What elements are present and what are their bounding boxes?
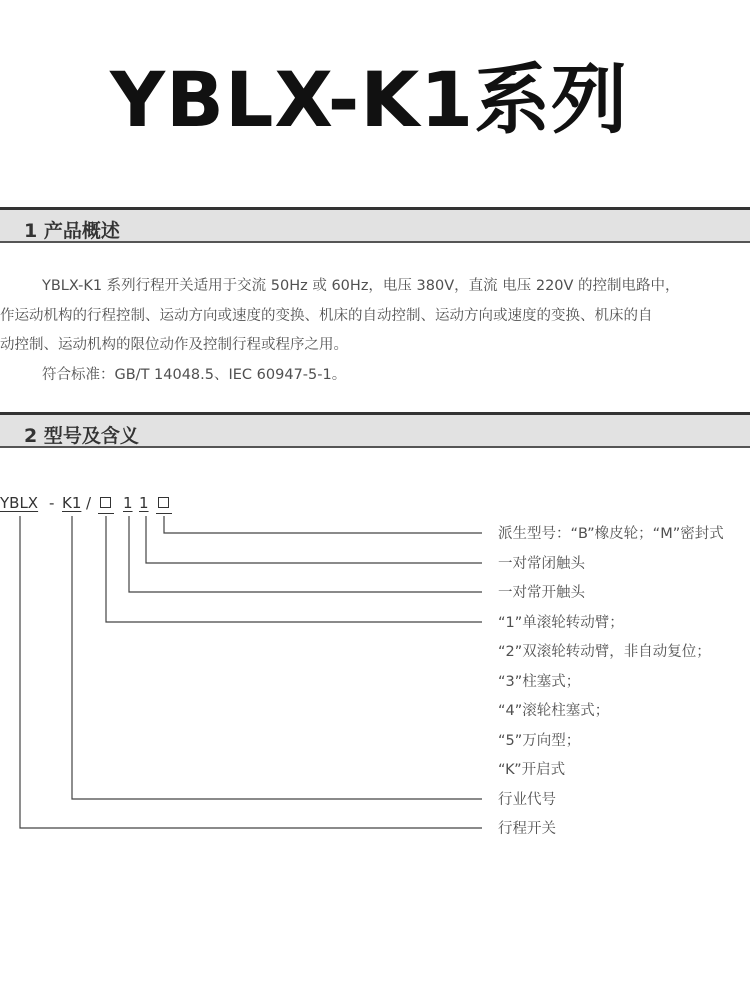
- paragraph-line: 动控制、运动机构的限位动作及控制行程或程序之用。: [0, 337, 348, 353]
- code-no-contact: 1: [123, 494, 133, 512]
- legend-label: “4”滚轮柱塞式；: [498, 703, 610, 719]
- section-heading: 1 产品概述: [24, 220, 120, 242]
- legend-label: “5”万向型；: [498, 733, 581, 749]
- connector-no: [129, 516, 482, 592]
- legend-label: 一对常闭触头: [498, 556, 585, 572]
- standards-text: 符合标准：GB/T 14048.5、IEC 60947-5-1。: [42, 367, 347, 383]
- legend-label: “1”单滚轮转动臂；: [498, 615, 624, 631]
- connector-industry: [72, 516, 482, 799]
- paragraph-line: YBLX-K1 系列行程开关适用于交流 50Hz 或 60Hz，电压 380V，直流 电压 220V 的控制电路中，: [42, 278, 680, 294]
- legend-label: 一对常开触头: [498, 585, 585, 601]
- section-heading: 2 型号及含义: [24, 425, 139, 447]
- code-industry: K1: [62, 494, 82, 512]
- legend-label: “K”开启式: [498, 762, 566, 778]
- code-separator: /: [86, 494, 92, 512]
- legend-label: 派生型号：“B”橡皮轮；“M”密封式: [498, 526, 724, 542]
- connector-variant: [164, 516, 482, 533]
- legend-label: 行程开关: [498, 821, 556, 837]
- connector-type: [106, 516, 482, 622]
- connector-nc: [146, 516, 482, 563]
- paragraph-line: 作运动机构的行程控制、运动方向或速度的变换、机床的自动控制、运动方向或速度的变换、机床的自: [0, 307, 653, 324]
- code-nc-contact: 1: [139, 494, 149, 512]
- legend-label: 行业代号: [498, 792, 556, 808]
- legend-label: “3”柱塞式；: [498, 674, 581, 690]
- page-title: YBLX-K1系列: [110, 55, 629, 144]
- code-separator: -: [49, 494, 55, 512]
- legend-label: “2”双滚轮转动臂，非自动复位；: [498, 644, 711, 660]
- code-series: YBLX: [0, 494, 39, 512]
